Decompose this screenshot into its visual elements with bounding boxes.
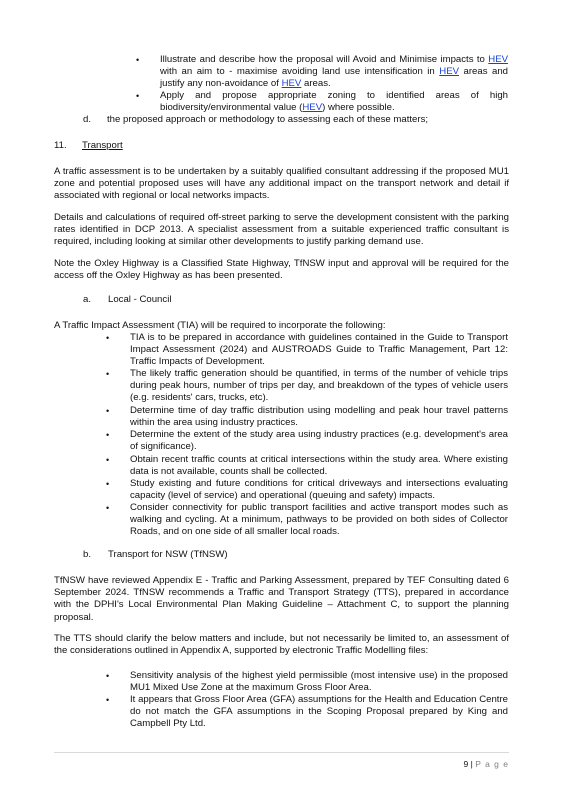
section-number: 11. (54, 140, 67, 151)
tia-bullet: TIA is to be prepared in accordance with guidelines contained in the Guide to Transport Impact Assessment (2024) and AUSTROADS Guide to Traffic Management, Part 12: Traffic Impacts of Development. (130, 332, 508, 368)
hev-link[interactable]: HEV (439, 66, 459, 78)
bullet-text: Illustrate and describe how the proposal will Avoid and Minimise impacts to (160, 54, 489, 65)
hev-link[interactable]: HEV (302, 102, 323, 114)
bullet-marker: • (106, 695, 110, 705)
tia-bullet: Obtain recent traffic counts at critical intersections within the study area. Where existing data is not available, counts shall be collected. (130, 454, 508, 478)
tia-bullet: Consider connectivity for public transport facilities and active transport modes such as walking and cycling. At a minimum, pathways to be provided on both sides of Collector Roads, and on one side of all smaller local roads. (130, 502, 508, 538)
page-footer (464, 758, 510, 770)
bullet-text: areas and justify any non-avoidance of (160, 66, 508, 90)
item-d-text: the proposed approach or methodology to assessing each of these matters; (107, 114, 429, 125)
paragraph: A Traffic Impact Assessment (TIA) will be required to incorporate the following: (54, 320, 386, 331)
footer-divider (54, 752, 509, 753)
bullet-marker: • (106, 671, 110, 681)
tia-bullet: The likely traffic generation should be quantified, in terms of the number of vehicle trips during peak hours, number of trips per day, and breakdown of the types of vehicle users (e.g. residents' cars, trucks, etc). (130, 368, 508, 404)
bullet-text: areas. (301, 78, 331, 90)
sub-b-title: Transport for NSW (TfNSW) (108, 549, 228, 560)
hev-link[interactable]: HEV (488, 54, 508, 65)
top-bullet-1 (160, 54, 508, 91)
bullet-marker: • (106, 479, 110, 489)
bullet-marker: • (106, 455, 110, 465)
tts-bullet: Sensitivity analysis of the highest yield permissible (most intensive use) in the proposed MU1 Mixed Use Zone at the maximum Gross Floor Area. (130, 670, 508, 694)
bullet-marker: • (106, 369, 110, 379)
tts-bullet: It appears that Gross Floor Area (GFA) assumptions for the Health and Education Centre do not match the GFA assumptions in the Scoping Proposal prepared by King and Campbell Pty Ltd. (130, 694, 508, 730)
tia-bullet: Determine the extent of the study area using industry practices (e.g. development's area of significance). (130, 429, 508, 453)
bullet-text: Apply and propose appropriate zoning to identified areas of high biodiversity/environmental value ( (160, 90, 508, 114)
sub-a-marker: a. (83, 294, 92, 305)
item-d-marker: d. (83, 114, 92, 125)
bullet-marker: • (106, 503, 110, 513)
page-label: P a g e (475, 759, 509, 769)
paragraph: A traffic assessment is to be undertaken by a suitably qualified consultant addressing if the proposed MU1 zone and potential proposed uses will have any additional impact on the transport network and detail if associated with regional or local networks impacts. (54, 166, 509, 202)
bullet-marker: • (136, 91, 140, 101)
sub-a-title: Local - Council (108, 294, 172, 305)
bullet-marker: • (106, 406, 110, 416)
paragraph: Note the Oxley Highway is a Classified State Highway, TfNSW input and approval will be required for the access off the Oxley Highway as has been presented. (54, 258, 509, 282)
bullet-text: with an aim to - maximise avoiding land use intensification in (160, 66, 440, 78)
page-number: 9 (463, 759, 469, 769)
tia-bullet: Study existing and future conditions for critical driveways and intersections evaluating capacity (level of service) and operational (queuing and safety) impacts. (130, 478, 508, 502)
paragraph: Details and calculations of required off-street parking to serve the development consistent with the parking rates identified in DCP 2013. A specialist assessment from a suitable experienced traffic consultant is required, including looking at similar other developments to justify parking demand use. (54, 212, 509, 248)
section-title: Transport (82, 140, 123, 151)
hev-link[interactable]: HEV (281, 78, 302, 90)
footer-separator: | (470, 759, 473, 769)
sub-b-marker: b. (83, 549, 92, 560)
tia-bullet: Determine time of day traffic distribution using modelling and peak hour travel patterns within the area using industry practices. (130, 405, 508, 429)
bullet-text: ) where possible. (322, 102, 395, 114)
bullet-marker: • (106, 430, 110, 440)
bullet-marker: • (136, 55, 140, 65)
top-bullet-2 (160, 90, 508, 114)
bullet-marker: • (106, 333, 110, 343)
paragraph: TfNSW have reviewed Appendix E - Traffic and Parking Assessment, prepared by TEF Consulting dated 6 September 2024. TfNSW recommends a Traffic and Transport Strategy (TTS), prepared in accordance with the DPHI's Local Environmental Plan Making Guideline – Attachment C, to support the planning proposal. (54, 575, 509, 623)
paragraph: The TTS should clarify the below matters and include, but not necessarily be limited to, an assessment of the considerations outlined in Appendix A, supported by electronic Traffic Modelling files: (54, 633, 509, 657)
